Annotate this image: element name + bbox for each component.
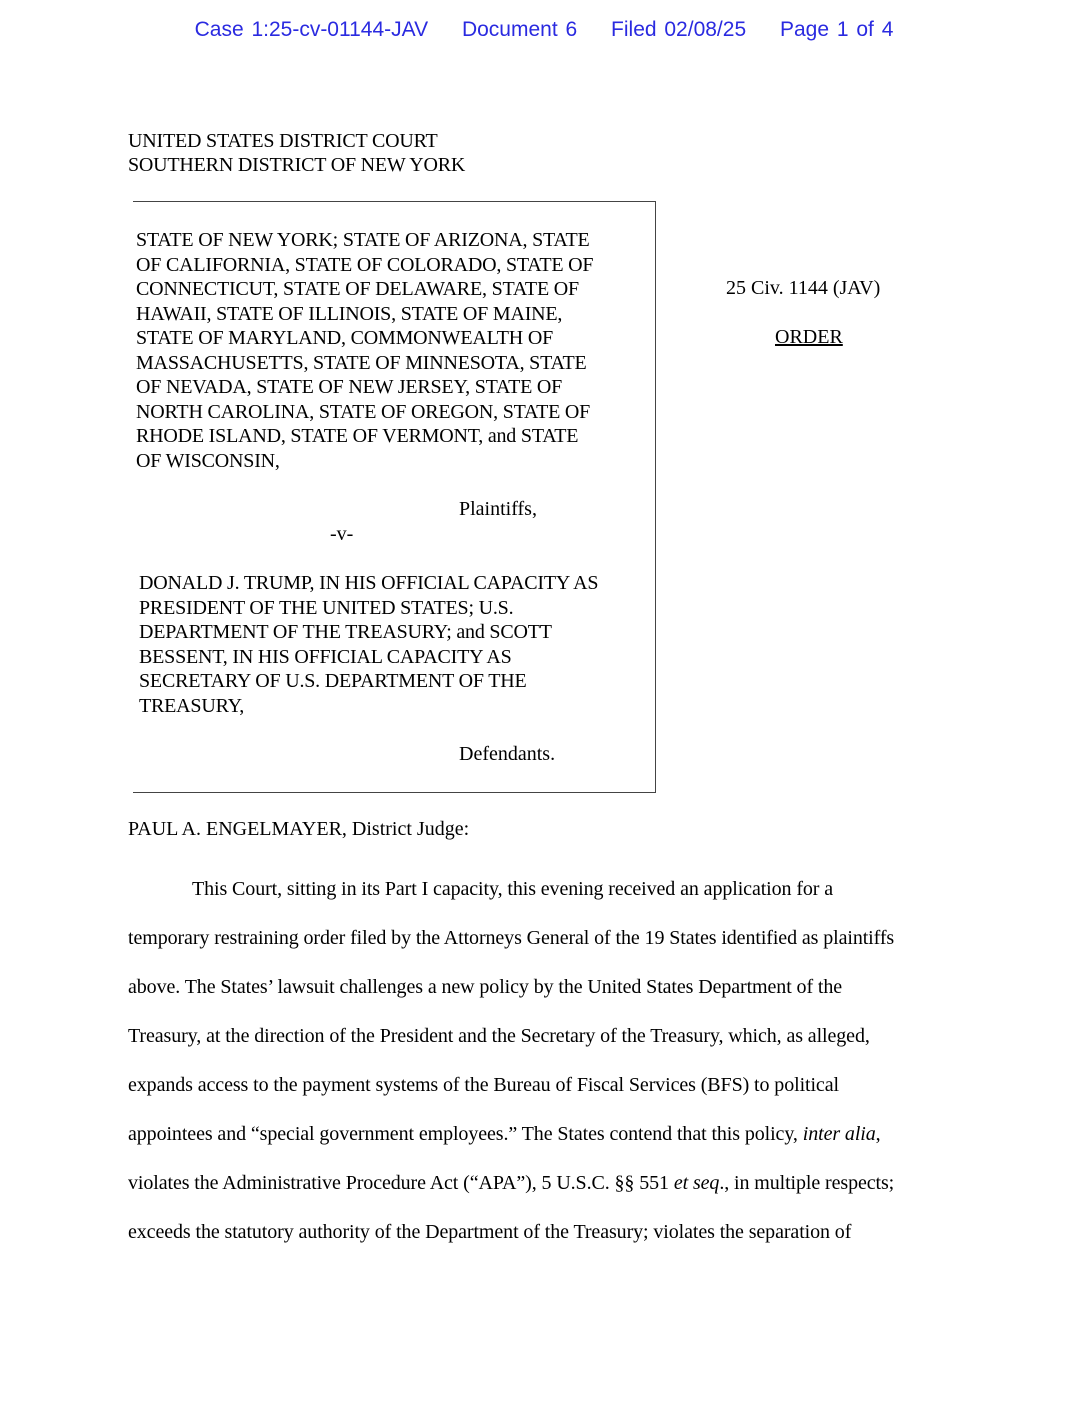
body-line: above. The States’ lawsuit challenges a new policy by the United States Department of the — [128, 976, 843, 998]
defendants-line: BESSENT, IN HIS OFFICIAL CAPACITY AS — [139, 645, 512, 668]
court-name — [128, 129, 465, 177]
filing-header — [0, 18, 1088, 42]
case-number: 25 Civ. 1144 (JAV) — [726, 277, 881, 299]
defendants-line: SECRETARY OF U.S. DEPARTMENT OF THE — [139, 670, 527, 692]
judge-line: PAUL A. ENGELMAYER, District Judge: — [128, 818, 470, 840]
plaintiffs-line: NORTH CAROLINA, STATE OF OREGON, STATE OF — [136, 400, 591, 423]
defendants-label: Defendants. — [459, 743, 556, 765]
body-line: temporary restraining order filed by the Attorneys General of the 19 States identified as plaintiffs — [128, 927, 895, 949]
plaintiffs-label: Plaintiffs, — [459, 498, 537, 520]
court-line-1: UNITED STATES DISTRICT COURT — [128, 130, 438, 152]
plaintiffs-line: OF NEVADA, STATE OF NEW JERSEY, STATE OF — [136, 376, 563, 398]
plaintiffs-line: HAWAII, STATE OF ILLINOIS, STATE OF MAINE, — [136, 302, 563, 325]
page-number: Page 1 of 4 — [779, 18, 894, 41]
body-line: expands access to the payment systems of the Bureau of Fiscal Services (BFS) to political — [128, 1074, 839, 1096]
plaintiffs-line: STATE OF MARYLAND, COMMONWEALTH OF — [136, 327, 553, 349]
defendants-line: TREASURY, — [139, 694, 245, 717]
body-text-segment: appointees and “special government employees.” The States contend that this policy, — [128, 1123, 803, 1145]
plaintiffs-line: STATE OF NEW YORK; STATE OF ARIZONA, STATE — [136, 229, 590, 251]
plaintiffs-line: OF WISCONSIN, — [136, 449, 280, 472]
plaintiffs-line: OF CALIFORNIA, STATE OF COLORADO, STATE OF — [136, 253, 594, 276]
filed-date: Filed 02/08/25 — [611, 18, 747, 41]
body-text-segment: , — [875, 1123, 881, 1145]
defendants-line: PRESIDENT OF THE UNITED STATES; U.S. — [139, 596, 514, 619]
body-text-segment: ., in multiple respects; — [719, 1172, 895, 1194]
case-number-header: Case 1:25-cv-01144-JAV — [194, 18, 429, 41]
body-line: exceeds the statutory authority of the Department of the Treasury; violates the separation of — [128, 1221, 852, 1243]
body-text-segment: violates the Administrative Procedure Act (“APA”), 5 U.S.C. §§ 551 — [128, 1172, 674, 1194]
order-body — [128, 865, 968, 1257]
document-number: Document 6 — [461, 18, 578, 41]
plaintiffs-line: MASSACHUSETTS, STATE OF MINNESOTA, STATE — [136, 351, 587, 374]
body-italic-segment: et seq — [673, 1172, 720, 1194]
defendants-list — [139, 571, 659, 718]
defendants-line: DEPARTMENT OF THE TREASURY; and SCOTT — [139, 621, 552, 643]
body-line — [128, 1110, 968, 1159]
body-line — [128, 1159, 968, 1208]
body-italic-segment: inter alia — [802, 1123, 876, 1145]
defendants-line: DONALD J. TRUMP, IN HIS OFFICIAL CAPACITY AS — [139, 572, 599, 594]
court-line-2: SOUTHERN DISTRICT OF NEW YORK — [128, 154, 466, 176]
body-line: This Court, sitting in its Part I capacity, this evening received an application for a — [192, 878, 834, 900]
plaintiffs-line: CONNECTICUT, STATE OF DELAWARE, STATE OF — [136, 278, 579, 300]
order-title: ORDER — [775, 326, 843, 348]
plaintiffs-list — [136, 228, 656, 473]
versus-label: -v- — [330, 523, 354, 545]
body-line: Treasury, at the direction of the President and the Secretary of the Treasury, which, as alleged, — [128, 1025, 870, 1047]
plaintiffs-line: RHODE ISLAND, STATE OF VERMONT, and STATE — [136, 425, 579, 447]
